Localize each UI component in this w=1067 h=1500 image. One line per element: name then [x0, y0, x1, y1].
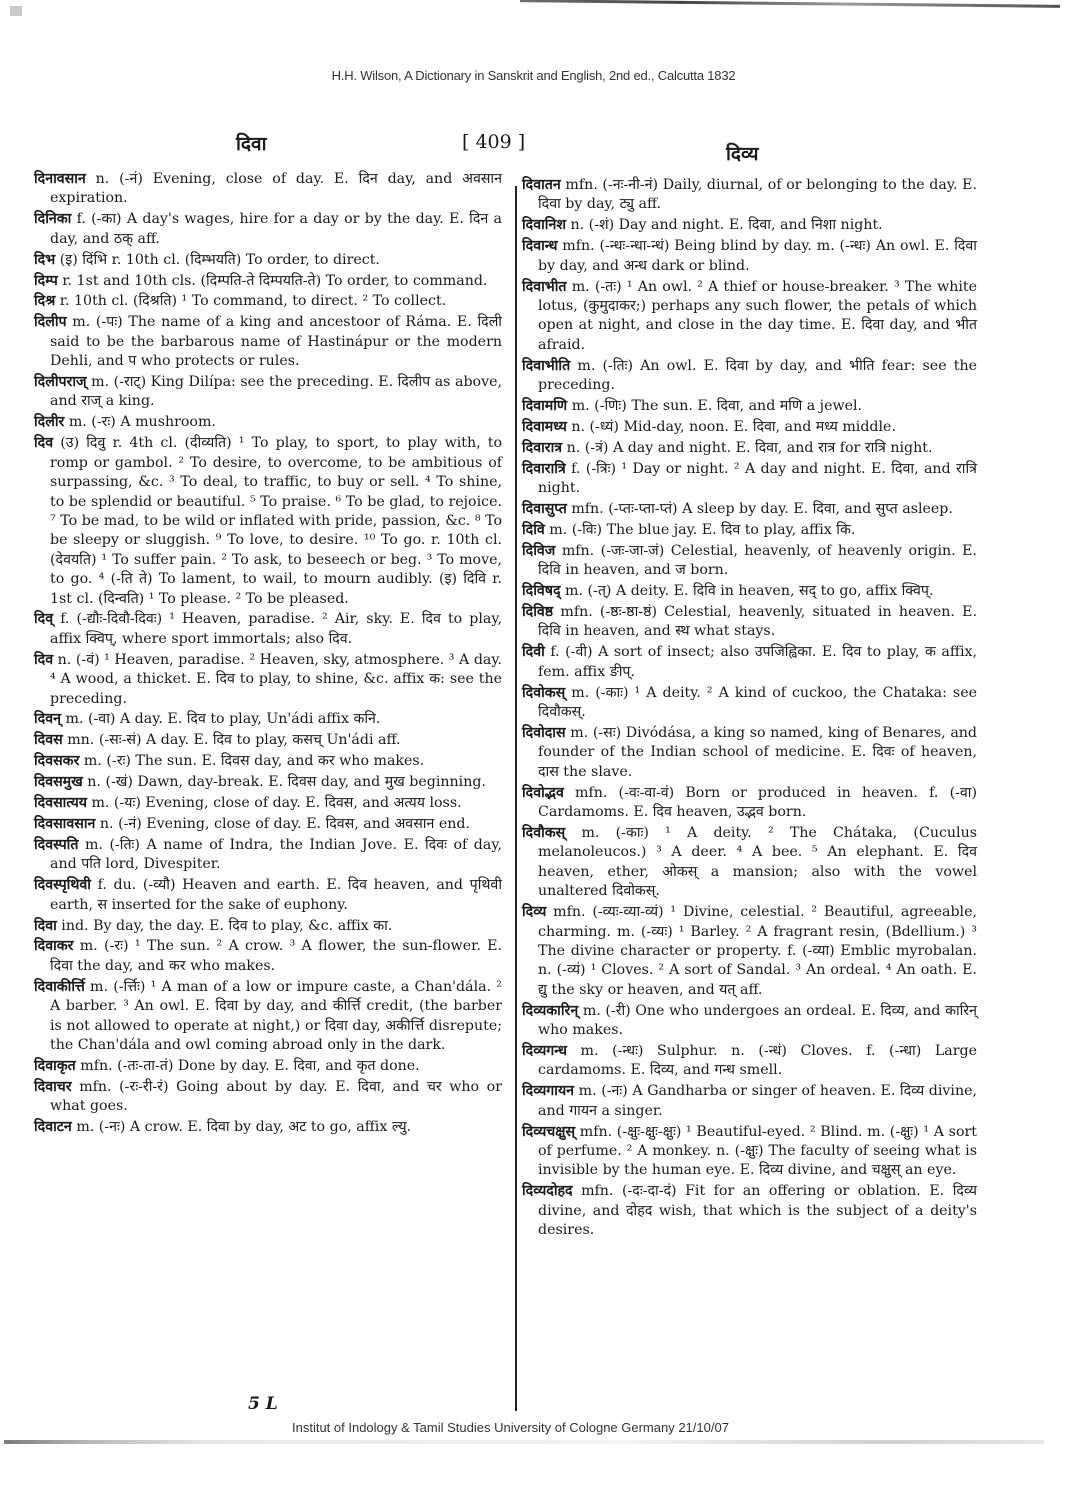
entry-definition: m. (-सः) Divódása, a king so named, king of Benares, and founder of the Indian school of medicine. E. दिवः of heaven, दास the slave.	[538, 724, 977, 780]
dictionary-entry	[522, 439, 977, 458]
entry-definition: n. (-खं) Dawn, day-break. E. दिवस day, and मुख beginning.	[87, 774, 486, 791]
dictionary-entry	[34, 210, 502, 249]
entry-definition: m. (-न्धः) Sulphur. n. (-न्धं) Cloves. f. (-न्धा) Large cardamoms. E. दिव्य, and गन्ध smell.	[538, 1042, 977, 1079]
entry-headword: दिव्य	[522, 904, 547, 921]
entry-definition: m. (-नः) A crow. E. दिवा by day, अट to go, affix ल्यु.	[76, 1119, 412, 1136]
entry-definition: mfn. (-ष्ठः-ष्ठा-ष्ठं) Celestial, heavenly, situated in heaven. E. दिवि in heaven, and स्थ what stays.	[538, 604, 978, 640]
page-number: [ 409 ]	[462, 131, 526, 153]
dictionary-entry	[522, 216, 977, 235]
entry-headword: दिभ	[34, 251, 56, 268]
entry-headword: दिवोद्भव	[522, 784, 564, 801]
running-head-right: दिव्य	[726, 143, 759, 165]
dictionary-entry	[522, 1042, 977, 1081]
entry-definition: ind. By day, the day. E. दिव to play, &c. affix का.	[61, 917, 393, 934]
entry-headword: दिश्र	[34, 293, 56, 310]
dictionary-entry	[522, 643, 977, 682]
entry-definition: m. (-रः) The sun. E. दिवस day, and कर who makes.	[83, 753, 425, 770]
entry-headword: दिवामध्य	[522, 418, 567, 435]
dictionary-entry	[522, 824, 977, 902]
dictionary-entry	[34, 752, 502, 771]
dictionary-entry	[34, 434, 502, 609]
entry-definition: f. (-वी) A sort of insect; also उपजिह्विका. E. दिव to play, क affix, fem. affix ङीप्.	[538, 644, 977, 680]
entry-headword: दिवोकस्	[522, 684, 566, 701]
running-head-left: दिवा	[236, 133, 267, 155]
dictionary-entry	[522, 521, 977, 540]
dictionary-entry	[522, 1082, 977, 1121]
entry-definition: f. (-का) A day's wages, hire for a day or by the day. E. दिन a day, and ठक् aff.	[50, 211, 502, 247]
dictionary-entry	[34, 373, 502, 412]
entry-headword: दिव	[34, 651, 54, 668]
entry-definition: n. (-नं) Evening, close of day. E. दिवस, and अवसान end.	[99, 816, 470, 832]
entry-headword: दिवी	[522, 644, 545, 661]
entry-definition: m. (-री) One who undergoes an ordeal. E. दिव्य, and कारिन् who makes.	[538, 1002, 977, 1039]
entry-definition: r. 10th cl. (दिश्रति) ¹ To command, to direct. ² To collect.	[59, 293, 447, 310]
dictionary-entry	[34, 251, 502, 270]
entry-headword: दिवाटन	[34, 1119, 72, 1136]
dictionary-entry	[522, 542, 977, 581]
entry-headword: दिवारात्रि	[522, 460, 566, 477]
entry-definition: m. (-काः) ¹ A deity. ² The Chátaka, (Cuculus melanoleucos.) ³ A deer. ⁴ A bee. ⁵ An elephant. E. दिव heaven, ether, ओकस् a mansion; also with the vowel unaltered दिवोकस्.	[538, 825, 977, 900]
dictionary-entry	[34, 292, 502, 311]
dictionary-entry	[34, 1078, 502, 1117]
entry-definition: n. (-ध्यं) Mid-day, noon. E. दिवा, and मध्य middle.	[571, 418, 896, 435]
dictionary-entry	[522, 1182, 977, 1240]
dictionary-entry	[34, 610, 502, 649]
dictionary-entry	[34, 876, 502, 915]
entry-headword: दिवस्पति	[34, 836, 79, 853]
dictionary-entry	[522, 784, 977, 823]
entry-headword: दिविष्ठ	[522, 604, 554, 621]
dictionary-entry	[34, 272, 502, 291]
dictionary-entry	[522, 237, 977, 276]
entry-headword: दिवारात्र	[522, 439, 563, 456]
entry-definition: m. (-राट्) King Dilípa: see the preceding. E. दिलीप as above, and राज् a king.	[50, 374, 502, 410]
dictionary-entry	[522, 1002, 977, 1041]
entry-headword: दिविज	[522, 542, 556, 559]
entry-definition: m. (-काः) ¹ A deity. ² A kind of cuckoo, the Chataka: see दिवौकस्.	[538, 684, 977, 721]
entry-headword: दिवसात्यय	[34, 795, 87, 812]
dictionary-entry	[522, 1123, 977, 1181]
entry-headword: दिव्यकारिन्	[522, 1002, 579, 1019]
entry-headword: दिवासुप्त	[522, 501, 567, 517]
entry-definition: m. (-पः) The name of a king and ancestoor of Ráma. E. दिली said to be the barbarous name of Hastinápur or the modern Dehli, and प who protects or rules.	[50, 314, 502, 370]
entry-headword: दिवाभीत	[522, 278, 567, 295]
entry-headword: दिव्यगायन	[522, 1083, 575, 1100]
entry-headword: दिनिका	[34, 211, 72, 228]
entry-definition: mfn. (-तः-ता-तं) Done by day. E. दिवा, and कृत done.	[80, 1057, 420, 1074]
dictionary-entry	[34, 1057, 502, 1076]
entry-headword: दिनावसान	[34, 171, 86, 187]
entry-headword: दिलीप	[34, 314, 67, 331]
entry-headword: दिवसमुख	[34, 774, 83, 791]
dictionary-entry	[34, 651, 502, 709]
entry-definition: mn. (-सः-सं) A day. E. दिव to play, कसच् Un'ádi aff.	[67, 732, 401, 749]
entry-headword: दिवि	[522, 521, 545, 538]
dictionary-entry	[522, 397, 977, 416]
dictionary-entry	[522, 357, 977, 396]
entry-definition: mfn. (-दः-दा-दं) Fit for an offering or oblation. E. दिव्य divine, and दोहद wish, that which is the subject of a deity's desires.	[538, 1183, 977, 1239]
entry-headword: दिवस	[34, 732, 63, 749]
source-footer: Institut of Indology & Tamil Studies University of Cologne Germany 21/10/07	[292, 1420, 729, 1435]
scan-artifact-top-line	[520, 0, 1060, 8]
entry-headword: दिवाकर	[34, 938, 74, 955]
entry-definition: f. (-त्रिः) ¹ Day or night. ² A day and night. E. दिवा, and रात्रि night.	[538, 460, 977, 497]
entry-definition: m. (-विः) The blue jay. E. दिव to play, affix कि.	[549, 521, 856, 538]
entry-headword: दिव	[34, 435, 54, 452]
dictionary-entry	[34, 773, 502, 792]
entry-definition: mfn. (-क्षुः-क्षुः-क्षुः) ¹ Beautiful-eyed. ² Blind. m. (-क्षुः) ¹ A sort of perfume. ² A monkey. n. (-क्षुः) The faculty of seeing what is invisible by the human eye. E. दिव्य divine, and चक्षुस् an eye.	[538, 1123, 977, 1179]
entry-headword: दिवातन	[522, 177, 561, 193]
entry-definition: (उ) दिवु r. 4th cl. (दीव्यति) ¹ To play, to sport, to play with, to romp or gambol. ² To desire, to overcome, to be ambitious of surpassing, &c. ³ To deal, to traffic, to buy or sell. ⁴ To shine, to be splendid or beautiful. ⁵ To praise. ⁶ To be glad, to rejoice. ⁷ To be mad, to be wild or inflated with pride, passion, &c. ⁸ To be sleepy or sluggish. ⁹ To love, to desire. ¹⁰ To go. r. 10th cl. (देवयति) ¹ To suffer pain. ² To ask, to beseech or beg. ³ To move, to go. ⁴ (-ति ते) To lament, to wail, to mourn audibly. (इ) दिवि r. 1st cl. (दिन्वति) ¹ To please. ² To be pleased.	[50, 435, 502, 607]
entry-definition: m. (-नः) A Gandharba or singer of heaven. E. दिव्य divine, and गायन a singer.	[538, 1083, 978, 1119]
dictionary-entry	[522, 176, 977, 215]
entry-definition: m. (-यः) Evening, close of day. E. दिवस, and अत्यय loss.	[91, 795, 462, 812]
entry-definition: mfn. (-व्यः-व्या-व्यं) ¹ Divine, celestial. ² Beautiful, agreeable, charming. m. (-व्यः) ¹ Barley. ² A fragrant resin, (Bdellium.) ³ The divine character or property. f. (-व्या) Emblic myrobalan. n. (-व्यं) ¹ Cloves. ² A sort of Sandal. ³ An ordeal. ⁴ An oath. E. द्यु the sky or heaven, and यत् aff.	[538, 904, 977, 998]
entry-headword: दिवान्ध	[522, 238, 558, 255]
dictionary-entry	[34, 413, 502, 432]
dictionary-entry	[522, 460, 977, 499]
entry-definition: n. (-नं) Evening, close of day. E. दिन day, and अवसान expiration.	[50, 171, 502, 207]
entry-definition: m. (-तिः) An owl. E. दिवा by day, and भीति fear: see the preceding.	[538, 357, 978, 394]
entry-headword: दिवा	[34, 917, 57, 934]
dictionary-entry	[34, 710, 502, 729]
scan-artifact-corner	[10, 6, 22, 16]
dictionary-entry	[34, 1118, 502, 1137]
entry-definition: n. (-त्रं) A day and night. E. दिवा, and रात्र for रात्रि night.	[566, 439, 933, 456]
scan-artifact-bottom-line	[4, 1440, 1044, 1444]
entry-headword: दिलीर	[34, 414, 65, 431]
entry-definition: m. (-र्त्तिः) ¹ A man of a low or impure caste, a Chan'dála. ² A barber. ³ An owl. E. दिवा by day, and कीर्त्ति credit, (the barber is not allowed to operate at night,) or दिवा day, अकीर्त्ति disrepute; the Chan'dála and owl coming abroad only in the dark.	[50, 978, 502, 1053]
entry-definition: m. (-रः) ¹ The sun. ² A crow. ³ A flower, the sun-flower. E. दिवा the day, and कर who makes.	[50, 938, 502, 974]
dictionary-entry	[522, 582, 977, 601]
entry-definition: mfn. (-नः-नी-नं) Daily, diurnal, of or belonging to the day. E. दिवा by day, ट्यु aff.	[538, 177, 977, 213]
dictionary-entry	[34, 917, 502, 936]
dictionary-entry	[34, 836, 502, 875]
entry-definition: m. (-णिः) The sun. E. दिवा, and मणि a jewel.	[571, 397, 863, 414]
left-column	[34, 170, 502, 1139]
entry-definition: mfn. (-रः-री-रं) Going about by day. E. दिवा, and चर who or what goes.	[50, 1078, 502, 1115]
signature-mark: 5 L	[248, 1394, 278, 1414]
dictionary-entry	[522, 684, 977, 723]
entry-definition: mfn. (-वः-वा-वं) Born or produced in heaven. f. (-वा) Cardamoms. E. दिव heaven, उद्भव born.	[538, 784, 977, 821]
right-column	[522, 176, 977, 1242]
dictionary-entry	[34, 937, 502, 976]
entry-headword: दिम्प	[34, 272, 58, 289]
entry-definition: m. (-तिः) A name of Indra, the Indian Jove. E. दिवः of day, and पति lord, Divespiter.	[50, 836, 502, 873]
entry-headword: दिवाकृत	[34, 1057, 76, 1074]
dictionary-entry	[522, 418, 977, 437]
entry-definition: n. (-शं) Day and night. E. दिवा, and निशा night.	[570, 217, 883, 234]
entry-definition: r. 1st and 10th cls. (दिम्पति-ते दिम्पयति-ते) To order, to command.	[62, 272, 488, 289]
entry-headword: दिव्यचक्षुस्	[522, 1123, 576, 1140]
dictionary-entry	[522, 278, 977, 356]
entry-headword: दिवानिश	[522, 217, 566, 234]
dictionary-entry	[522, 903, 977, 1000]
entry-definition: mfn. (-प्तः-प्ता-प्तं) A sleep by day. E. दिवा, and सुप्त asleep.	[571, 501, 953, 517]
entry-headword: दिवन्	[34, 711, 61, 728]
entry-headword: दिव्यदोहद	[522, 1183, 573, 1200]
entry-headword: दिवामणि	[522, 397, 568, 414]
entry-definition: mfn. (-न्धः-न्धा-न्धं) Being blind by day. m. (-न्धः) An owl. E. दिवा by day, and अन्ध dark or blind.	[538, 238, 977, 274]
entry-definition: m. (-वा) A day. E. दिव to play, Un'ádi affix कनि.	[65, 711, 381, 728]
entry-headword: दिवाकीर्त्ति	[34, 978, 85, 995]
dictionary-entry	[34, 731, 502, 750]
entry-definition: m. (-त्) A deity. E. दिवि in heaven, सद् to go, affix क्विप्.	[565, 583, 934, 600]
dictionary-entry	[34, 170, 502, 209]
source-header: H.H. Wilson, A Dictionary in Sanskrit and English, 2nd ed., Calcutta 1832	[331, 68, 736, 83]
entry-definition: f. du. (-व्यौ) Heaven and earth. E. दिव heaven, and पृथिवी earth, स inserted for the sake of euphony.	[50, 877, 502, 913]
entry-definition: m. (-तः) ¹ An owl. ² A thief or house-breaker. ³ The white lotus, (कुमुदाकर;) perhaps any such flower, the petals of which open at night, and close in the day time. E. दिवा day, and भीत afraid.	[538, 278, 978, 353]
dictionary-entry	[34, 313, 502, 371]
dictionary-entry	[522, 500, 977, 519]
entry-definition: n. (-वं) ¹ Heaven, paradise. ² Heaven, sky, atmosphere. ³ A day. ⁴ A wood, a thicket. E. दिव to play, to shine, &c. affix क: see the preceding.	[50, 651, 502, 707]
entry-headword: दिव्यगन्ध	[522, 1042, 567, 1059]
entry-headword: दिवौकस्	[522, 825, 566, 841]
dictionary-entry	[522, 603, 977, 642]
entry-headword: दिवसकर	[34, 753, 80, 770]
entry-definition: f. (-द्यौः-दिवौ-दिवः) ¹ Heaven, paradise. ² Air, sky. E. दिव to play, affix क्विप्, where sport immortals; also दिव.	[50, 611, 503, 647]
entry-definition: mfn. (-जः-जा-जं) Celestial, heavenly, of heavenly origin. E. दिवि in heaven, and ज born.	[538, 542, 977, 579]
entry-definition: m. (-रः) A mushroom.	[68, 414, 216, 431]
entry-headword: दिवोदास	[522, 724, 566, 741]
dictionary-entry	[34, 978, 502, 1056]
entry-headword: दिव्	[34, 611, 54, 628]
dictionary-entry	[34, 815, 502, 834]
entry-definition: (इ) दिंभि r. 10th cl. (दिम्भयति) To order, to direct.	[59, 251, 380, 268]
entry-headword: दिवसावसान	[34, 816, 96, 832]
column-divider	[515, 186, 517, 1411]
entry-headword: दिलीपराज्	[34, 374, 87, 391]
entry-headword: दिवस्पृथिवी	[34, 877, 91, 894]
dictionary-entry	[34, 794, 502, 813]
entry-headword: दिविषद्	[522, 583, 561, 600]
entry-headword: दिवाचर	[34, 1078, 72, 1095]
dictionary-entry	[522, 724, 977, 782]
entry-headword: दिवाभीति	[522, 357, 571, 374]
